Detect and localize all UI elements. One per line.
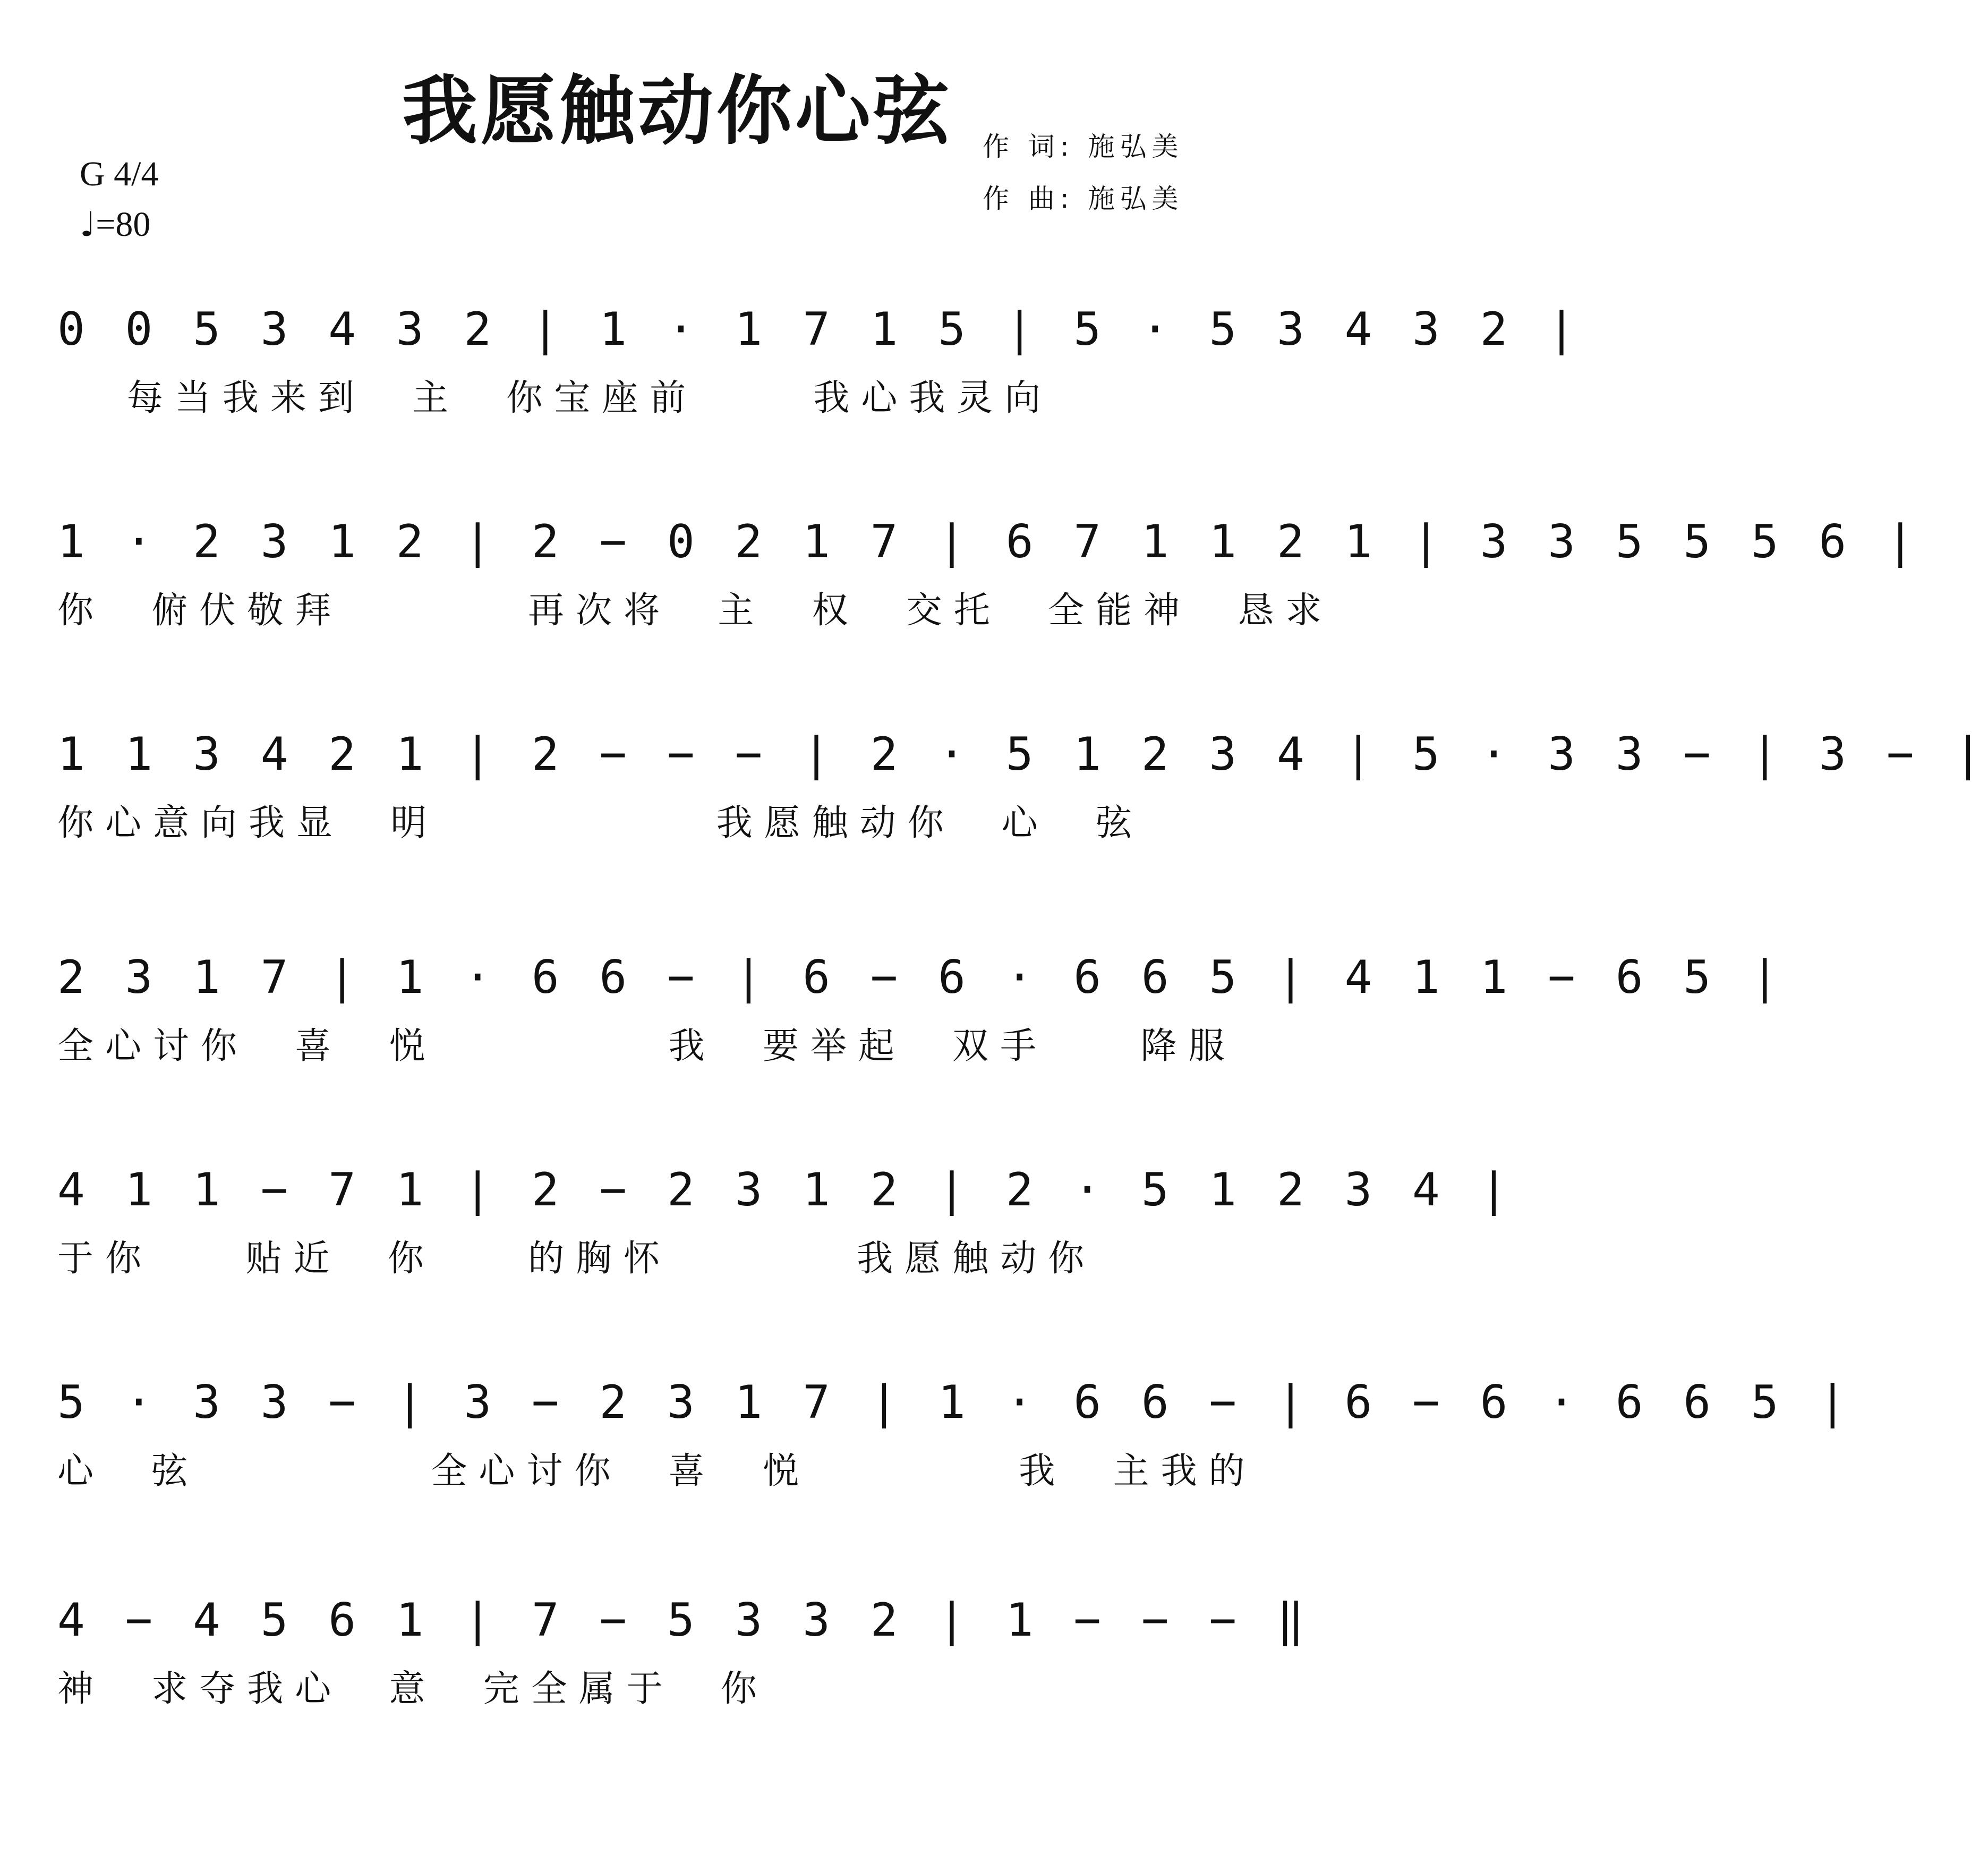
notation-line: 1 · 2 3 1 2 | 2 − 0 2 1 7 | 6 7 1 1 2 1 | 3 3 5 5 5 6 |: [57, 515, 1921, 568]
song-title: 我愿触动你心弦: [402, 67, 952, 155]
notation-line: 0 0 5 3 4 3 2 | 1 · 1 7 1 5 | 5 · 5 3 4 3 2 |: [57, 303, 1582, 356]
notation-line: 4 − 4 5 6 1 | 7 − 5 3 3 2 | 1 − − − ‖: [57, 1594, 1311, 1647]
key-signature: G 4/4: [80, 155, 159, 193]
staff-line-1: [0, 297, 1582, 473]
staff-line-3: [0, 722, 1988, 898]
composer-credit: 作 曲: 施弘美: [983, 183, 1184, 214]
notation-line: 1 1 3 4 2 1 | 2 − − − | 2 · 5 1 2 3 4 | 5 · 3 3 − | 3 − |: [57, 728, 1988, 781]
lyrics-line: 心 弦 全心讨你 喜 悦 我 主我的: [57, 1450, 1257, 1492]
lyrics-line: 你 俯伏敬拜 再次将 主 权 交托 全能神 恳求: [57, 590, 1334, 632]
notation-line: 5 · 3 3 − | 3 − 2 3 1 7 | 1 · 6 6 − | 6 − 6 · 6 6 5 |: [57, 1376, 1853, 1429]
tempo-marking: [80, 205, 150, 245]
lyrics-line: 你心意向我显 明 我愿触动你 心 弦: [57, 802, 1144, 844]
staff-line-2: [0, 510, 1921, 685]
staff-line-5: [0, 1158, 1514, 1333]
lyrics-line: 于你 贴近 你 的胸怀 我愿触动你: [57, 1238, 1096, 1280]
quarter-note-icon: ♩: [80, 205, 96, 244]
lyrics-line: 每当我来到 主 你宝座前 我心我灵向: [57, 377, 1053, 419]
tempo-value: =80: [96, 205, 151, 244]
lyricist-credit: 作 词: 施弘美: [983, 131, 1184, 162]
staff-line-7: [0, 1588, 1354, 1764]
staff-line-6: [0, 1371, 1853, 1546]
lyrics-line: 神 求夺我心 意 完全属于 你: [57, 1668, 769, 1710]
lyrics-line: 全心讨你 喜 悦 我 要举起 双手 降服: [57, 1025, 1236, 1067]
staff-line-4: [0, 946, 1785, 1121]
notation-line: 2 3 1 7 | 1 · 6 6 − | 6 − 6 · 6 6 5 | 4 1 1 − 6 5 |: [57, 951, 1785, 1004]
notation-line: 4 1 1 − 7 1 | 2 − 2 3 1 2 | 2 · 5 1 2 3 4 |: [57, 1163, 1514, 1217]
